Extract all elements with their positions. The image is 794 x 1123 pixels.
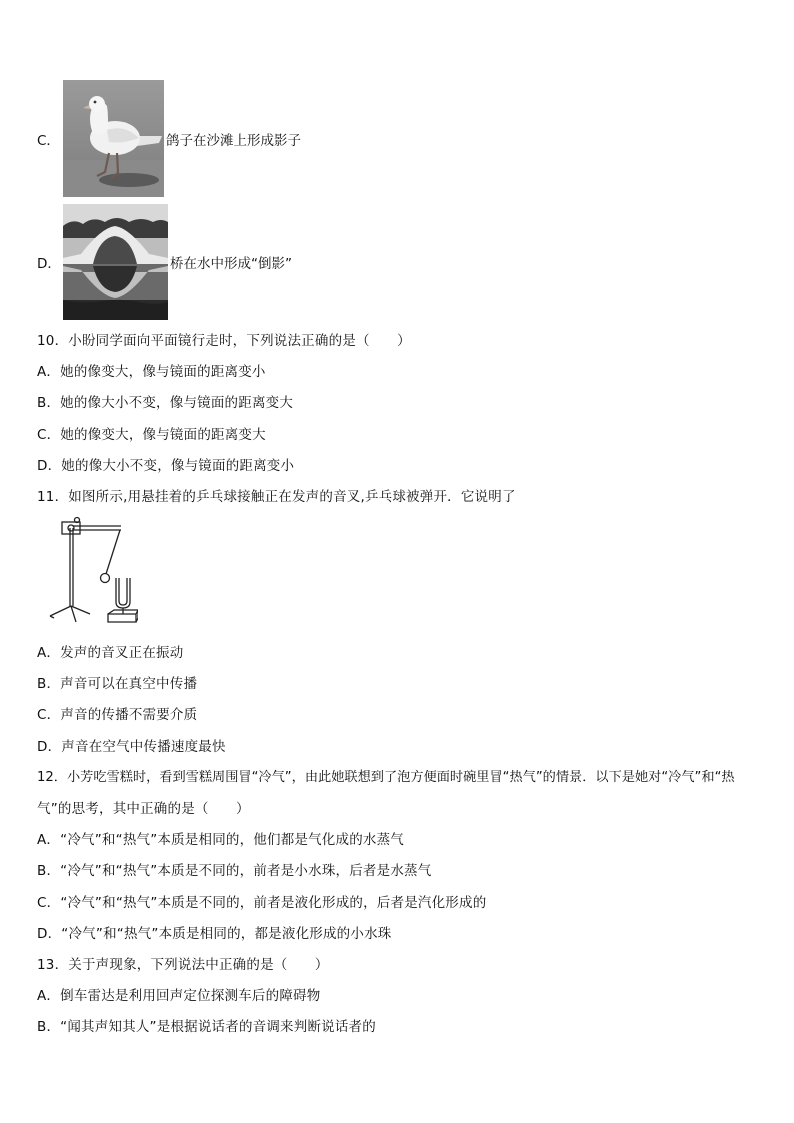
q13-option-b: B．“闻其声知其人”是根据说话者的音调来判断说话者的 bbox=[37, 1019, 376, 1035]
option-caption: 桥在水中形成“倒影” bbox=[170, 256, 292, 272]
q12-stem-line1: 12．小芳吃雪糕时，看到雪糕周围冒“冷气”，由此她联想到了泡方便面时碗里冒“热气”的情景．以下是她对“冷气”和“热 bbox=[37, 770, 735, 785]
option-letter: D． bbox=[37, 256, 61, 272]
q11-option-c: C．声音的传播不需要介质 bbox=[37, 707, 198, 723]
option-caption: 鸽子在沙滩上形成影子 bbox=[166, 132, 301, 149]
tuning-fork-pingpong-diagram-icon bbox=[46, 516, 138, 628]
q11-option-b: B．声音可以在真空中传播 bbox=[37, 676, 198, 692]
q9-option-d bbox=[37, 204, 292, 320]
q10-stem: 10．小盼同学面向平面镜行走时，下列说法正确的是（ ） bbox=[37, 333, 411, 349]
q11-stem: 11．如图所示,用悬挂着的乒乓球接触正在发声的音叉,乒乓球被弹开．它说明了 bbox=[37, 489, 516, 505]
q11-option-d: D．声音在空气中传播速度最快 bbox=[37, 739, 226, 755]
q13-stem: 13．关于声现象，下列说法中正确的是（ ） bbox=[37, 957, 329, 973]
q10-option-d: D．她的像大小不变，像与镜面的距离变小 bbox=[37, 458, 295, 474]
arch-bridge-reflection-photo-icon bbox=[63, 204, 168, 320]
q13-option-a: A．倒车雷达是利用回声定位探测车后的障碍物 bbox=[37, 988, 321, 1004]
q10-option-b: B．她的像大小不变，像与镜面的距离变大 bbox=[37, 395, 294, 411]
q10-option-c: C．她的像变大，像与镜面的距离变大 bbox=[37, 427, 266, 443]
pigeon-photo-icon bbox=[63, 80, 164, 197]
q10-option-a: A．她的像变大，像与镜面的距离变小 bbox=[37, 364, 266, 380]
q11-option-a: A．发声的音叉正在振动 bbox=[37, 645, 184, 661]
q12-option-a: A．“冷气”和“热气”本质是相同的，他们都是气化成的水蒸气 bbox=[37, 832, 405, 848]
q12-option-c: C．“冷气”和“热气”本质是不同的，前者是液化形成的，后者是汽化形成的 bbox=[37, 895, 487, 911]
q12-stem-line2: 气”的思考，其中正确的是（ ） bbox=[37, 801, 250, 817]
q12-option-b: B．“冷气”和“热气”本质是不同的，前者是小水珠，后者是水蒸气 bbox=[37, 863, 432, 879]
q12-option-d: D．“冷气”和“热气”本质是相同的，都是液化形成的小水珠 bbox=[37, 926, 392, 942]
option-letter: C． bbox=[37, 132, 60, 149]
q9-option-c bbox=[37, 80, 301, 197]
